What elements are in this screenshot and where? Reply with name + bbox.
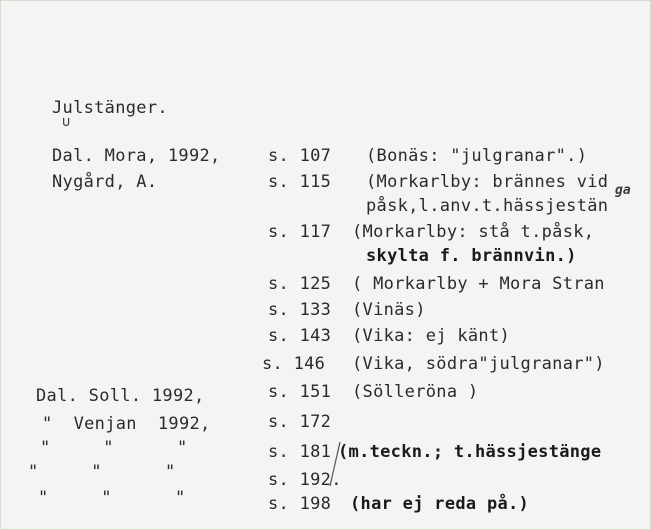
row-page: s. 117 (268, 222, 332, 242)
row-page: s. 143 (268, 326, 332, 346)
row-page: s. 172 (268, 412, 332, 432)
row-left: " " " (40, 438, 188, 458)
row-page: s. 133 (268, 300, 332, 320)
row-note: (Vika: ej känt) (352, 326, 511, 346)
row-left: Dal. Soll. 1992, (36, 386, 205, 406)
row-left: Nygård, A. (52, 172, 158, 192)
row-page: s. 115 (268, 172, 332, 192)
row-note: (Vinäs) (352, 300, 426, 320)
row-page: s. 192. (268, 470, 342, 490)
row-note: ( Morkarlby + Mora Stran (352, 274, 605, 294)
row-note: (Vika, södra"julgranar") (352, 354, 605, 374)
row-page: s. 146 (262, 354, 326, 374)
row-page: s. 151 (268, 382, 332, 402)
pencil-stroke-mark (324, 440, 344, 490)
row-left: Dal. Mora, 1992, (52, 146, 221, 166)
row-note: (m.teckn.; t.hässjestänge (338, 442, 602, 462)
row-note: skylta f. brännvin.) (366, 246, 577, 266)
row-note: (Morkarlby: stå t.påsk, (352, 222, 595, 242)
row-page: s. 198 (268, 494, 332, 514)
card-heading: Julstänger. (52, 98, 168, 118)
row-note: (Bonäs: "julgranar".) (366, 146, 588, 166)
row-note: påsk,l.anv.t.hässjestän (366, 196, 609, 216)
row-left: " " " (38, 488, 186, 508)
row-page: s. 181 (268, 442, 332, 462)
row-note: (har ej reda på.) (350, 494, 530, 514)
heading-underline-mark: ∪ (62, 114, 71, 130)
row-left: " " " (28, 462, 176, 482)
handwritten-correction: ga (615, 183, 631, 198)
row-note: (Sölleröna ) (352, 382, 479, 402)
row-page: s. 125 (268, 274, 332, 294)
row-note: (Morkarlby: brännes vid (366, 172, 609, 192)
row-left: " Venjan 1992, (42, 414, 211, 434)
row-page: s. 107 (268, 146, 332, 166)
